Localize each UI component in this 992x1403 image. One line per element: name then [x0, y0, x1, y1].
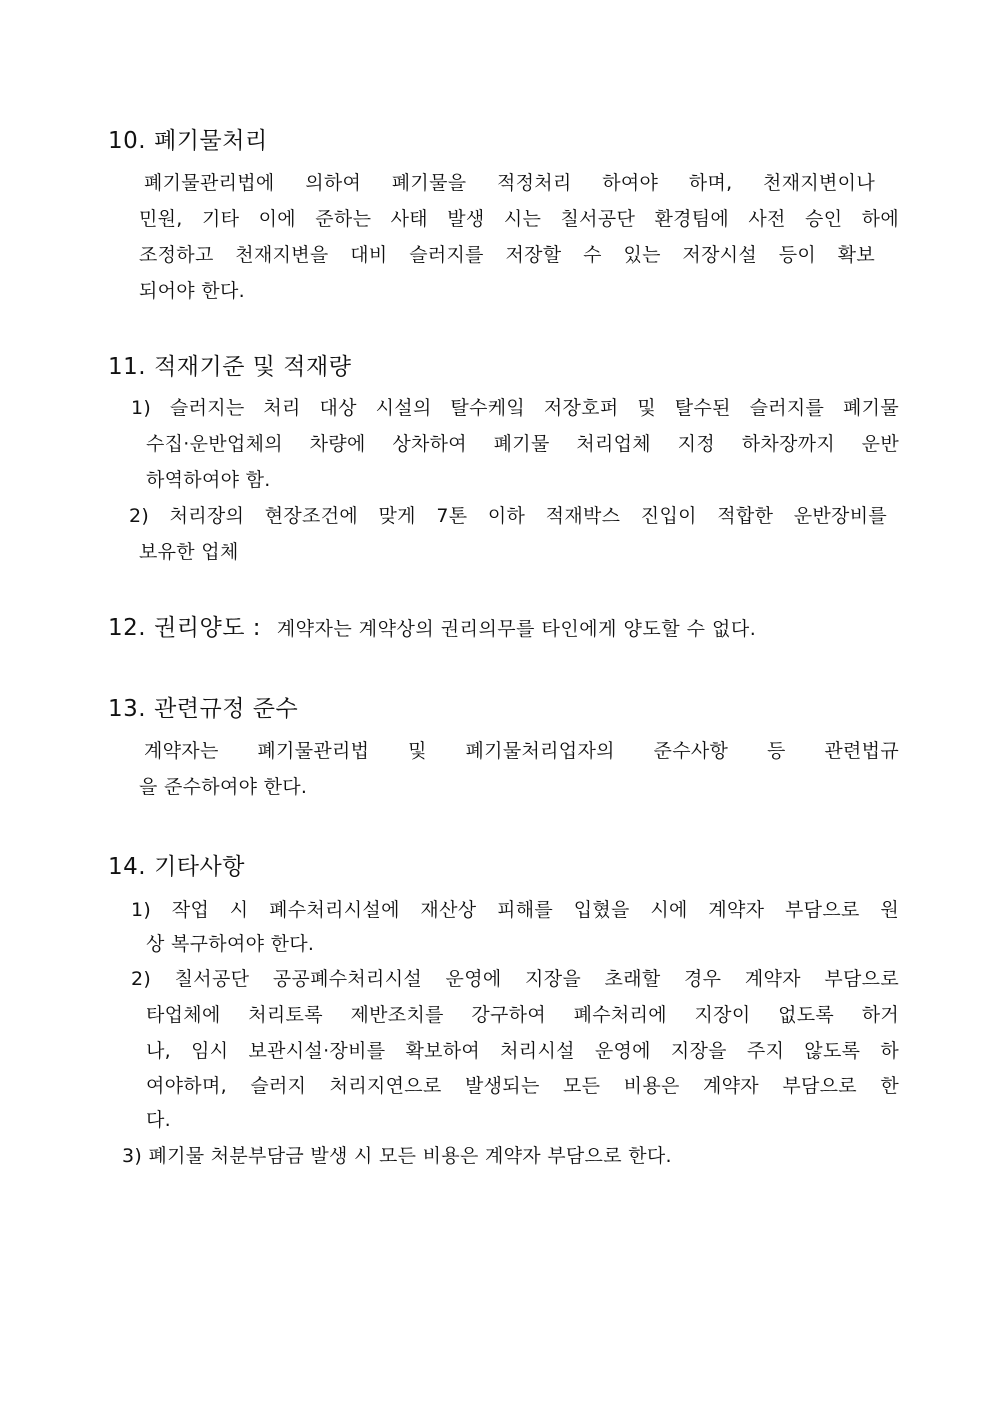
body-line: 민원, 기타 이에 준하는 사태 발생 시는 칠서공단 환경팀에 사전 승인 하에 — [139, 208, 899, 230]
section-title: 기타사항 — [154, 854, 245, 880]
section-title: 권리양도 : — [154, 615, 262, 641]
section-title: 폐기물처리 — [154, 128, 268, 154]
list-item-line: 다. — [146, 1109, 171, 1131]
body-line: 계약자는 폐기물관리법 및 폐기물처리업자의 준수사항 등 관련법규 — [144, 740, 899, 762]
list-item-line: 하역하여야 함. — [146, 469, 271, 491]
section-heading — [108, 613, 756, 644]
section-title: 적재기준 및 적재량 — [154, 354, 352, 380]
section-heading — [108, 352, 351, 382]
section-number: 14. — [108, 854, 147, 880]
list-item-line: 타업체에 처리토록 제반조치를 강구하여 폐수처리에 지장이 없도록 하거 — [146, 1004, 899, 1026]
section-title: 관련규정 준수 — [154, 696, 299, 722]
list-item-line: 2) 처리장의 현장조건에 맞게 7톤 이하 적재박스 진입이 적합한 운반장비를 — [129, 505, 887, 527]
body-line: 되어야 한다. — [139, 280, 245, 302]
list-item-line: 3) 폐기물 처분부담금 발생 시 모든 비용은 계약자 부담으로 한다. — [122, 1145, 672, 1167]
list-item-line: 1) 작업 시 폐수처리시설에 재산상 피해를 입혔을 시에 계약자 부담으로 원 — [131, 899, 899, 921]
list-item-line: 보유한 업체 — [139, 541, 239, 563]
section-inline-text: 계약자는 계약상의 권리의무를 타인에게 양도할 수 없다. — [276, 618, 757, 640]
body-line: 을 준수하여야 한다. — [139, 776, 308, 798]
section-heading — [108, 694, 298, 724]
section-heading — [108, 126, 268, 156]
body-line: 조정하고 천재지변을 대비 슬러지를 저장할 수 있는 저장시설 등이 확보 — [139, 244, 875, 266]
list-item-line: 2) 칠서공단 공공폐수처리시설 운영에 지장을 초래할 경우 계약자 부담으로 — [131, 968, 899, 990]
list-item-line: 나, 임시 보관시설·장비를 확보하여 처리시설 운영에 지장을 주지 않도록 하 — [146, 1040, 899, 1062]
section-number: 11. — [108, 354, 147, 380]
list-item-line: 상 복구하여야 한다. — [146, 933, 315, 955]
section-number: 10. — [108, 128, 147, 154]
section-heading — [108, 852, 245, 882]
list-item-line: 여야하며, 슬러지 처리지연으로 발생되는 모든 비용은 계약자 부담으로 한 — [146, 1075, 899, 1097]
body-line: 폐기물관리법에 의하여 폐기물을 적정처리 하여야 하며, 천재지변이나 — [144, 172, 875, 194]
section-number: 12. — [108, 615, 147, 641]
section-number: 13. — [108, 696, 147, 722]
list-item-line: 수집·운반업체의 차량에 상차하여 폐기물 처리업체 지정 하차장까지 운반 — [146, 433, 899, 455]
list-item-line: 1) 슬러지는 처리 대상 시설의 탈수케잌 저장호퍼 및 탈수된 슬러지를 폐기물 — [131, 397, 899, 419]
